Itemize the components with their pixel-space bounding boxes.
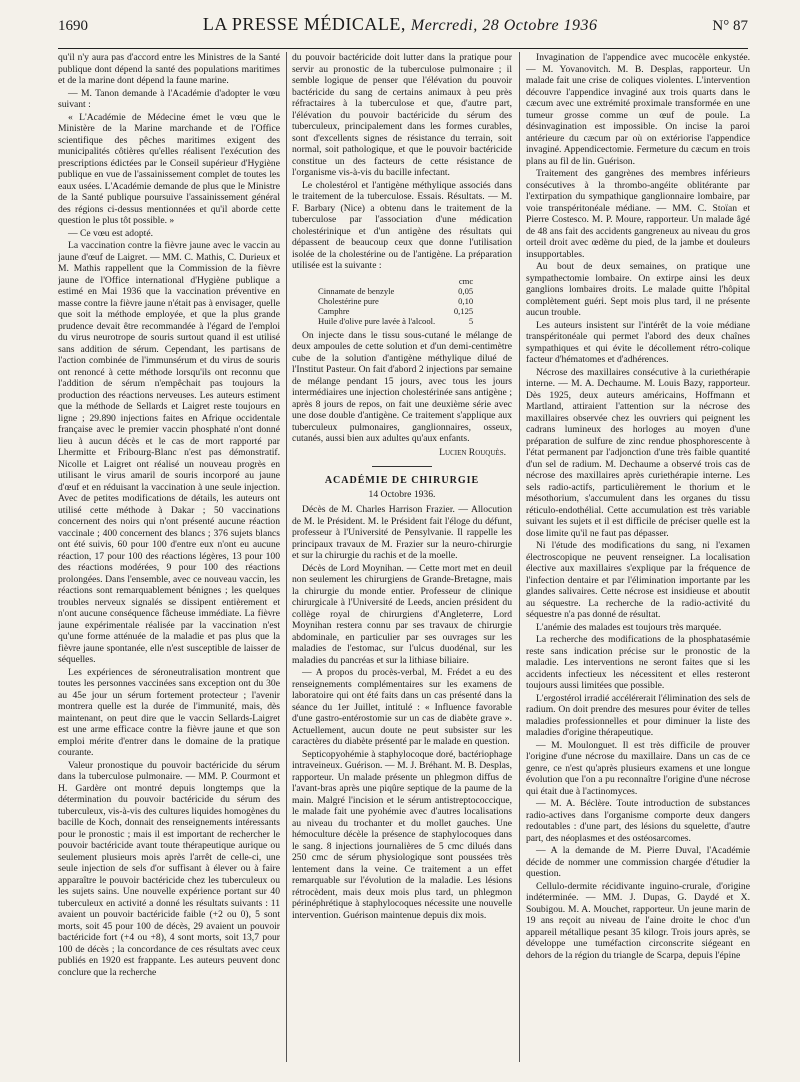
column-rule <box>286 52 287 1062</box>
paragraph: — A la demande de M. Pierre Duval, l'Académie décide de nommer une commission chargée d'étudier la question. <box>526 845 750 879</box>
journal-title <box>203 14 598 35</box>
article-paragraph: Décès de Lord Moynihan. — Cette mort met en deuil non seulement les chirurgiens de Grande-Bretagne, mais la chirurgie du monde entier. Professeur de clinique chirurgicale à l'Université de Leeds, ancien président du collège royal de chirurgiens d'Angleterre, Lord Moynihan restera connu par ses travaux de chirurgie abdominale, en particulier par ses ouvrages sur les maladies de l'estomac, sur l'ulcus duodénal, sur les maladies du pancréas et sur la lithiase biliaire. <box>292 562 512 666</box>
paragraph: du pouvoir bactéricide doit lutter dans la pratique pour servir au pronostic de la tuberculose pulmonaire ; il semble logique de penser que l'élévation du pouvoir bactéricide du sang de certains animaux à peu près réfractaires à la tuberculose et que, d'autre part, l'élévation du pouvoir bactéricide du sérum des tuberculeux, principalement dans les formes curables, sont d'excellents signes de résistance du terrain, soit normal, soit pathologique, et que le pouvoir bactéricide constitue un des facteurs de cette résistance de l'organisme vis-à-vis du bacille infectant. <box>292 52 512 178</box>
formula-row: Huile d'olive pure lavée à l'alcool. 5 <box>318 315 474 326</box>
column-rule <box>519 52 520 1062</box>
paragraph: L'anémie des malades est toujours très marquée. <box>536 621 722 633</box>
formula-unit: cmc <box>458 275 474 286</box>
paragraph: « L'Académie de Médecine émet le vœu que le Ministère de la Marine marchande et de l'Office scientifique des pêches maritimes exigent des municipalités côtières qu'elles réalisent l'exécution des prescriptions édictées par le Conseil supérieur d'Hygiène publique en vue de l'assainissement complet de toutes les eaux usées. L'Académie demande de plus que le Ministre de la Santé publique poursuive l'assainissement général des régions ci-dessus mentionnées et qu'il aborde cette question le plus tôt possible. » <box>58 111 280 226</box>
column-3 <box>526 52 750 1072</box>
issue-date: Mercredi, 28 Octobre 1936 <box>410 17 598 34</box>
paragraph: L'ergostérol irradié accélérerait l'élimination des sels de radium. On doit prendre des mesures pour éviter de telles maladies professionnelles et pour diminuer la liste des maladies d'origine thérapeutique. <box>526 692 750 738</box>
paragraph: — M. Moulonguet. Il est très difficile de prouver l'origine d'une nécrose du maxillaire. Dans un cas de ce genre, ce n'est qu'après plusieurs examens et une longue évolution que l'on a pu reconnaître l'origine d'une nécrose qui était due à l'actinomyces. <box>526 739 750 797</box>
paragraph: Les auteurs insistent sur l'intérêt de la voie médiane transpéritonéale qui permet l'abord des deux chaînes sympathiques et qui évite le décollement rétro-colique facteur d'hématomes et d'adhérences. <box>526 319 750 365</box>
article-paragraph: Le cholestérol et l'antigène méthylique associés dans le traitement de la tuberculose. Essais. Résultats. — M. F. Barbary (Nice) a obtenu dans le traitement de la tuberculose par l'association d'une médication cholestérinique et d'un antigène des résultats qui dépassent de beaucoup ceux que donne l'utilisation isolée de la cholestérine ou de l'antigène. La préparation utilisée est la suivante : <box>292 179 512 271</box>
article-paragraph: Nécrose des maxillaires consécutive à la curiethérapie interne. — M. A. Dechaume. M. Louis Bazy, rapporteur. Dès 1925, deux auteurs américains, Hoffmann et Martland, attiraient l'attention sur la nécrose des maxillaires observée chez les ouvriers qui peignent les cadrans lumineux des horloges au moyen d'une préparation de sulfure de zinc rendue phosphorescente à l'état permanent par l'adjonction d'une très faible quantité d'un sel de radium. M. Dechaume a observé trois cas de nécrose des maxillaires après curiethérapie interne. Les sels radio-actifs, particulièrement le thorium et le mésothorium, s'accumulent dans les organes du tissu réticulo-endothélial. Cette accumulation est très variable suivant les sujets et il est difficile de préciser quelle est la dose limite qu'il ne faut pas dépasser. <box>526 366 750 539</box>
section-title: ACADÉMIE DE CHIRURGIE <box>324 475 480 486</box>
page-number: 1690 <box>58 18 88 34</box>
article-paragraph: — A propos du procès-verbal, M. Frédet a eu des renseignements complémentaires sur les examens de laboratoire qui ont été faits dans un cas présenté dans la séance du 1er Juillet, intitulé : « Influence favorable d'une gastro-entérostomie sur un cas de diabète grave ». Actuellement, aucun doute ne peut subsister sur les caractères du diabète présenté par le malade en question. <box>292 667 512 747</box>
paragraph: — M. Tanon demande à l'Académie d'adopter le vœu suivant : <box>58 87 280 110</box>
article-paragraph: Septicopyohémie à staphylocoque doré, bactériophage intraveineux. Guérison. — M. J. Bréhant. M. B. Desplas, rapporteur. Un malade présente un phlegmon diffus de l'avant-bras après une piqûre septique de la paume de la main. Malgré l'incision et le sérum antistreptococcique, le malade fait une pyohémie avec d'autres localisations au niveau du trochanter et du mollet gauches. Une hémoculture décèle la présence de staphylocoques dans le sang. 8 injections journalières de 5 cmc dilués dans 250 cmc de sérum physiologique sont poussées très lentement dans la veine. Ce traitement a un effet remarquable sur l'évolution de la maladie. Les lésions rétrocèdent, mais deux mois plus tard, un phlegmon périnéphrétique à staphylocoques nécessite une nouvelle intervention. Guérison maintenue depuis dix mois. <box>292 748 512 921</box>
section-divider <box>372 466 432 467</box>
section-date: 14 Octobre 1936. <box>368 488 436 500</box>
article-paragraph: Traitement des gangrènes des membres inférieurs consécutives à la thrombo-angéite oblitérante par l'extirpation du sympathique ganglionnaire lombaire, par voie transpéritonéale médiane. — MM. C. Stoïan et Pierre Costesco. M. P. Moure, rapporteur. Un malade âgé de 48 ans fait des accidents gangreneux au niveau du gros orteil droit avec œdème du pied, de la jambe et douleurs insupportables. <box>526 168 750 260</box>
paragraph: qu'il n'y aura pas d'accord entre les Ministres de la Santé publique dont dépend la santé des populations maritimes et de la marine dont dépend la faune marine. <box>58 52 280 86</box>
paragraph: La recherche des modifications de la phosphatasémie reste sans indication précise sur le pronostic de la maladie. Les interventions ne seront faites que si les accidents infectieux les nécessitent et elles resteront toujours aussi limitées que possible. <box>526 634 750 691</box>
formula-row: Cholestérine pure 0,10 <box>318 295 474 306</box>
journal-name: LA PRESSE MÉDICALE, <box>202 14 406 34</box>
issue-number: N° 87 <box>712 18 748 34</box>
article-paragraph: Cellulo-dermite récidivante inguino-crurale, d'origine indéterminée. — MM. J. Dupas, G. Daydé et X. Soubigou. M. A. Mouchet, rapporteur. Un jeune marin de 19 ans reçoit au niveau de l'aine droite le choc d'un appareil métallique pesant 35 kilogr. Trois jours après, se développe une tuméfaction circonscrite siégeant en dehors de la région du triangle de Scarpa, depuis l'épine <box>526 880 750 961</box>
paragraph: — M. A. Béclère. Toute introduction de substances radio-actives dans l'organisme comporte deux dangers redoutables : d'une part, des lésions du squelette, d'autre part, des néoplasmes et des ostéosarcomes. <box>526 798 750 844</box>
paragraph: Au bout de deux semaines, on pratique une sympathectomie lombaire. On extirpe ainsi les deux ganglions lombaires droits. Le malade quitte l'hôpital complètement guéri. Sept mois plus tard, il ne présente aucun trouble. <box>526 261 750 318</box>
page-header <box>58 14 748 49</box>
formula-table <box>316 276 475 326</box>
article-paragraph: La vaccination contre la fièvre jaune avec le vaccin au jaune d'œuf de Laigret. — MM. C. Mathis, C. Durieux et M. Mathis rappellent que la Commission de la fièvre jaune de l'Office international d'Hygiène publique a estimé en Mai 1936 que la vaccination préventive en masse contre la fièvre jaune n'était pas à envisager, quelle que soit la méthode employée, et que la plus grande prudence devait être recommandée à l'égard de l'emploi du virus neurotrope de souris surtout quand il est utilisé sans addition de sérum. Cependant, les partisans de l'action combinée de l'immunsérum et du virus de souris ont renoncé à cette méthode lorsqu'ils ont reconnu que l'addition de sérum n'empêchait pas toujours la production des réactions nerveuses. Les auteurs estiment que la méthode de Sellards et Laigret reste toujours en ligne ; 29.890 injections faites en Afrique occidentale française avec le premier vaccin phosphaté n'ont donné lieu à aucun décès et le cas de mort rapporté par Lhermitte et Fribourg-Blanc n'est pas démonstratif. Nicolle et Laigret ont réalisé un nouveau progrès en utilisant le virus amaril de souris incorporé au jaune d'œuf et en réduisant la vaccination à une seule injection. Avec de petites modifications de détails, les auteurs ont utilisé cette méthode à Dakar ; 50 vaccinations concernent des noirs qui n'ont présenté aucune réaction vaccinale ; 400 concernent des blancs ; 376 sujets blancs ont été suivis, 60 pour 100 d'entre eux n'ont eu aucune réaction, 17 pour 100 des réactions légères, 13 pour 100 des réactions modérées, 9 pour 100 des réactions prolongées. Dans l'ensemble, avec ce nouveau vaccin, les réactions sont remarquablement bénignes ; les quelques troubles nerveux signalés se dissipent entièrement et n'ont aucune conséquence fâcheuse immédiate. La fièvre jaune expérimentale réalisée par la vaccination n'est qu'une forme atténuée de la maladie et pas plus que la fièvre jaune spontanée, elle n'est susceptible de laisser de séquelles. <box>58 240 280 665</box>
author-signature: Lucien Rouquès. <box>439 446 506 458</box>
article-paragraph: Décès de M. Charles Harrison Frazier. — Allocution de M. le Président. M. le Président fait l'éloge du défunt, professeur à l'Université de Pensylvanie. Il rappelle les principaux travaux de M. Frazier sur la neuro-chirurgie et sur la chirurgie du rachis et de la moelle. <box>292 504 512 561</box>
formula-row: Cinnamate de benzyle 0,05 <box>318 285 474 296</box>
column-2 <box>292 52 512 1072</box>
column-1 <box>58 52 280 1072</box>
article-paragraph: Valeur pronostique du pouvoir bactéricide du sérum dans la tuberculose pulmonaire. — MM. P. Courmont et H. Gardère ont montré depuis longtemps que la détermination du pouvoir bactéricide du sérum des tuberculeux, vis-à-vis des cultures liquides homogènes du bacille de Koch, donnait des renseignements intéressants pour le pronostic ; mais il est important de rechercher le pouvoir bactéricide avant toute thérapeutique aurique ou seulement plusieurs mois après l'arrêt de celle-ci, une seule injection de sels d'or suffisant à élever ou à faire apparaître le pouvoir bactéricide chez les tuberculeux ou les sujets sains. Une nouvelle expérience portant sur 40 tuberculeux en activité a donné les résultats suivants : 11 avaient un pouvoir bactéricide faible (+2 ou 0), 5 sont morts, soit 45 pour 100 de décès, 29 avaient un pouvoir bactéricide fort (+4 ou +8), 4 sont morts, soit 13,7 pour 100 de décès ; la concordance de ces résultats avec ceux publiés en 1920 est frappante. Les auteurs peuvent donc conclure que la recherche <box>58 759 280 978</box>
paragraph: Ni l'étude des modifications du sang, ni l'examen électroscopique ne peuvent renseigner. La localisation élective aux maxillaires s'explique par la fréquence de l'infection dentaire et par l'élimination importante par les glandes salivaires. Cette nécrose est insidieuse et aboutit au séquestre. La recherche de la radio-activité du séquestre n'a pas donné de résultat. <box>526 540 750 620</box>
formula-row: Camphre 0,125 <box>318 305 474 316</box>
article-paragraph: Invagination de l'appendice avec mucocèle enkystée. — M. Yovanovitch. M. B. Desplas, rapporteur. Un malade fait une crise de coliques violentes. L'intervention découvre l'appendice invaginé aux trois quarts dans le cæcum avec une extrémité proximale transformée en une tumeur grosse comme un œuf de poule. La désinvagination est impossible. On incise la paroi antérieure du cæcum par où on extériorise l'appendice invaginé. Appendicectomie. Fermeture du cæcum en trois plans au fil de lin. Guérison. <box>526 52 750 167</box>
paragraph: On injecte dans le tissu sous-cutané le mélange de deux ampoules de cette solution et d'un demi-centimètre cube de la solution d'antigène méthylique dilué de l'Institut Pasteur. On fait d'abord 2 injections par semaine de mélange pendant 15 jours, avec tous les jours intermédiaires une injection cholestérinée sans antigène ; après 8 jours de repos, on fait une deuxième série avec une dose double d'antigène. Ce traitement s'applique aux tuberculeux pulmonaires, ganglionnaires, osseux, cutanés, aussi bien aux adultes qu'aux enfants. <box>292 329 512 444</box>
paragraph: Les expériences de séroneutralisation montrent que toutes les personnes vaccinées sans exception ont du 30e au 45e jour un sérum fortement protecteur ; l'avenir montrera quelle est la durée de l'immunité, mais, dès maintenant, on peut dire que le vaccin Sellards-Laigret est une arme efficace contre la fièvre jaune et que son emploi mérite d'entrer dans le domaine de la pratique courante. <box>58 666 280 758</box>
paragraph: — Ce vœu est adopté. <box>68 227 153 239</box>
